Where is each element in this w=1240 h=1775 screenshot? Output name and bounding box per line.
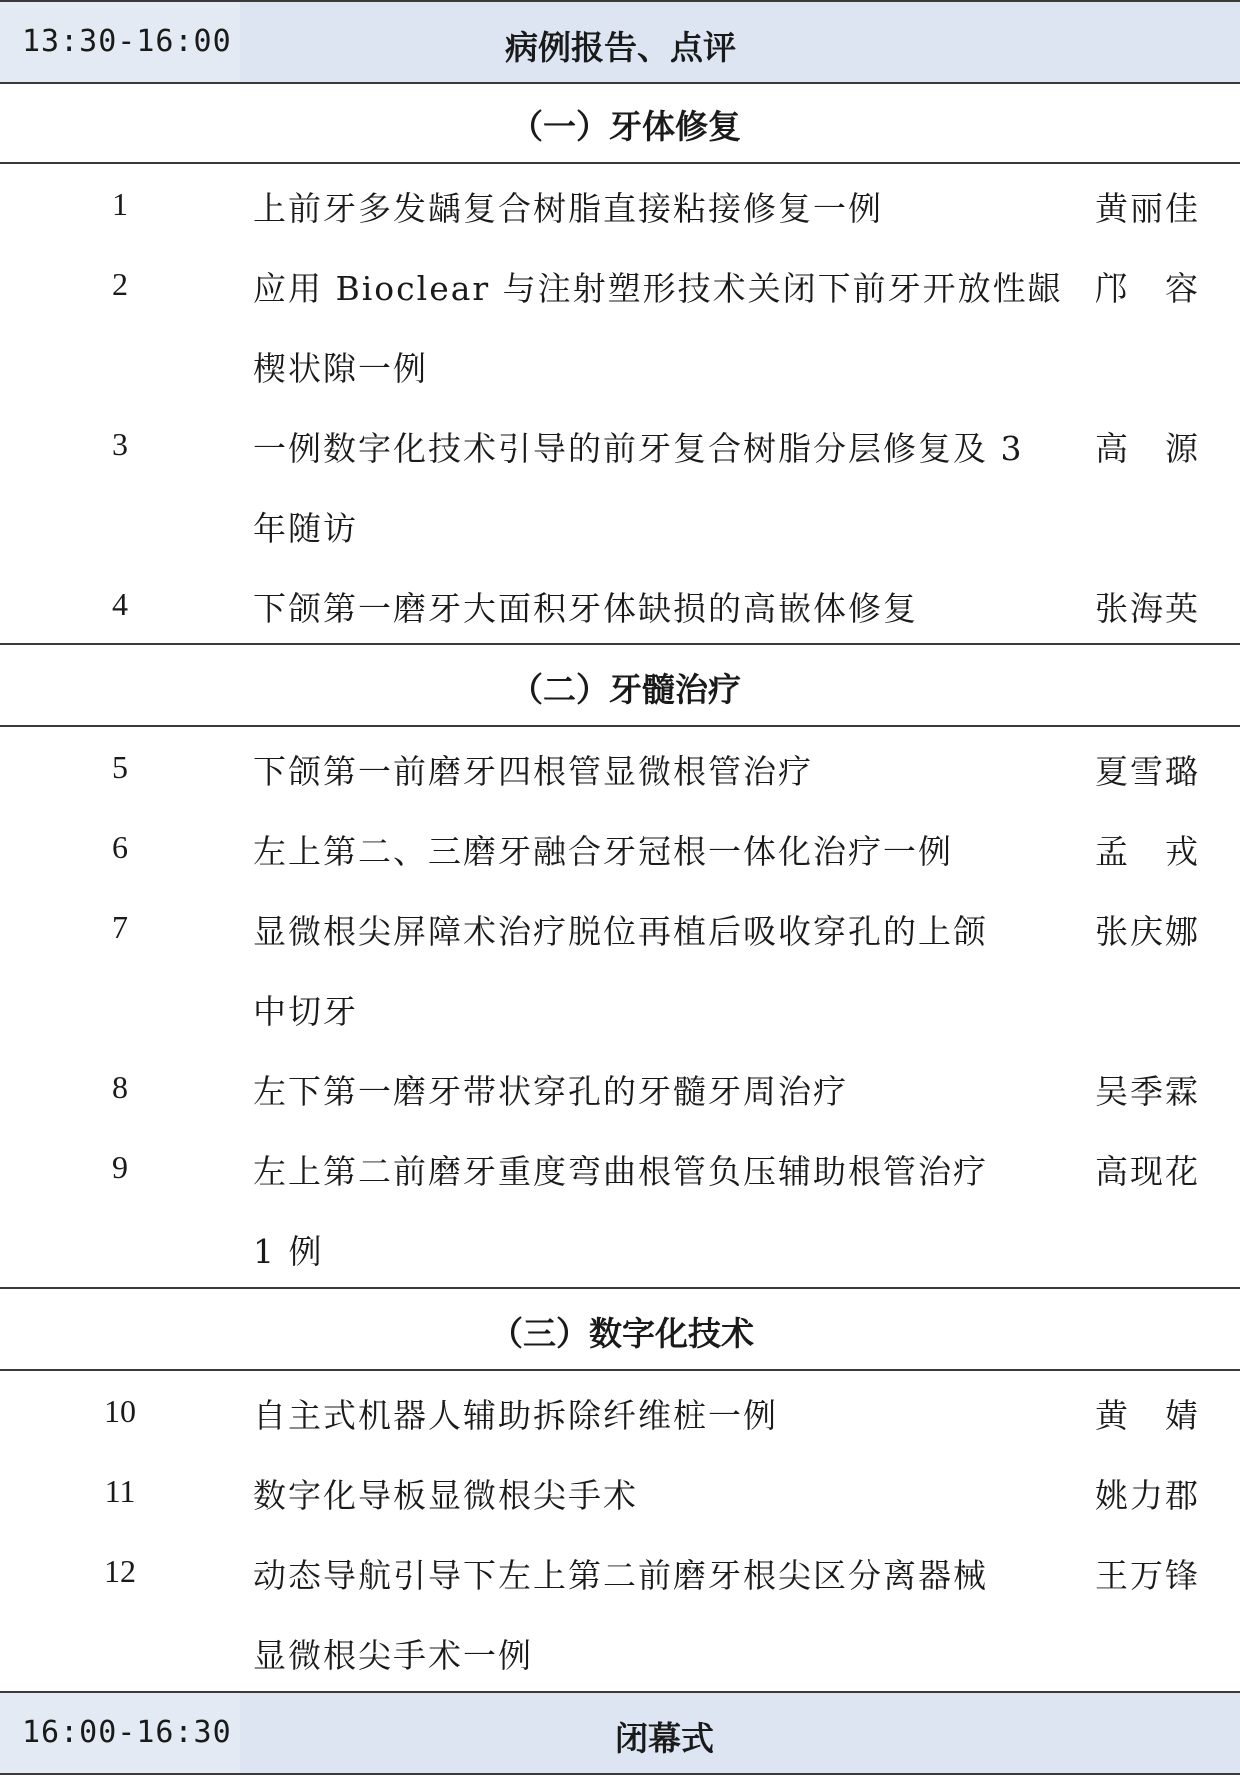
section-divider	[0, 1369, 1240, 1371]
item-speaker: 张海英	[1095, 589, 1200, 628]
session-header-band	[0, 1691, 1240, 1775]
item-speaker: 高现花	[1095, 1152, 1200, 1191]
item-speaker: 王万锋	[1095, 1556, 1200, 1595]
item-speaker: 夏雪璐	[1095, 752, 1200, 791]
item-number: 4	[112, 586, 128, 622]
item-number: 8	[112, 1069, 128, 1105]
section-divider	[0, 725, 1240, 727]
item-topic: 一例数字化技术引导的前牙复合树脂分层修复及 3	[253, 429, 1024, 468]
item-topic: 下颌第一前磨牙四根管显微根管治疗	[253, 752, 813, 791]
item-speaker: 姚力郡	[1095, 1476, 1200, 1515]
section-divider	[0, 643, 1240, 645]
session-title: 闭幕式	[615, 1719, 714, 1758]
item-number: 12	[104, 1553, 136, 1589]
item-topic-continued: 1 例	[253, 1232, 324, 1271]
item-speaker: 张庆娜	[1095, 912, 1200, 951]
item-number: 6	[112, 829, 128, 865]
item-speaker: 高 源	[1095, 429, 1200, 468]
item-number: 2	[112, 266, 128, 302]
item-number: 11	[104, 1473, 136, 1509]
item-topic: 上前牙多发龋复合树脂直接粘接修复一例	[253, 189, 883, 228]
section-divider	[0, 1287, 1240, 1289]
item-speaker: 吴季霖	[1095, 1072, 1200, 1111]
item-topic: 左下第一磨牙带状穿孔的牙髓牙周治疗	[253, 1072, 848, 1111]
item-topic: 自主式机器人辅助拆除纤维桩一例	[253, 1396, 778, 1435]
item-speaker: 黄丽佳	[1095, 189, 1200, 228]
section-title: （三）数字化技术	[490, 1314, 754, 1353]
item-number: 3	[112, 426, 128, 462]
item-topic: 数字化导板显微根尖手术	[253, 1476, 638, 1515]
item-speaker: 孟 戎	[1095, 832, 1200, 871]
session-time: 13:30-16:00	[22, 24, 232, 59]
item-topic-continued: 中切牙	[253, 992, 358, 1031]
item-number: 5	[112, 749, 128, 785]
item-number: 9	[112, 1149, 128, 1185]
item-number: 10	[104, 1393, 136, 1429]
item-number: 7	[112, 909, 128, 945]
item-topic: 应用 Bioclear 与注射塑形技术关闭下前牙开放性龈	[253, 269, 1063, 308]
section-divider	[0, 162, 1240, 164]
item-topic: 下颌第一磨牙大面积牙体缺损的高嵌体修复	[253, 589, 918, 628]
item-topic: 显微根尖屏障术治疗脱位再植后吸收穿孔的上颌	[253, 912, 988, 951]
section-title: （一）牙体修复	[510, 107, 741, 146]
item-topic: 动态导航引导下左上第二前磨牙根尖区分离器械	[253, 1556, 988, 1595]
session-time: 16:00-16:30	[22, 1715, 232, 1750]
session-title: 病例报告、点评	[505, 28, 736, 67]
item-speaker: 黄 婧	[1095, 1396, 1200, 1435]
section-title: （二）牙髓治疗	[510, 670, 741, 709]
item-topic: 左上第二、三磨牙融合牙冠根一体化治疗一例	[253, 832, 953, 871]
item-number: 1	[112, 186, 128, 222]
item-topic-continued: 年随访	[253, 509, 358, 548]
item-topic-continued: 楔状隙一例	[253, 349, 428, 388]
item-topic: 左上第二前磨牙重度弯曲根管负压辅助根管治疗	[253, 1152, 988, 1191]
item-topic-continued: 显微根尖手术一例	[253, 1636, 533, 1675]
session-header-band	[0, 0, 1240, 84]
item-speaker: 邝 容	[1095, 269, 1200, 308]
